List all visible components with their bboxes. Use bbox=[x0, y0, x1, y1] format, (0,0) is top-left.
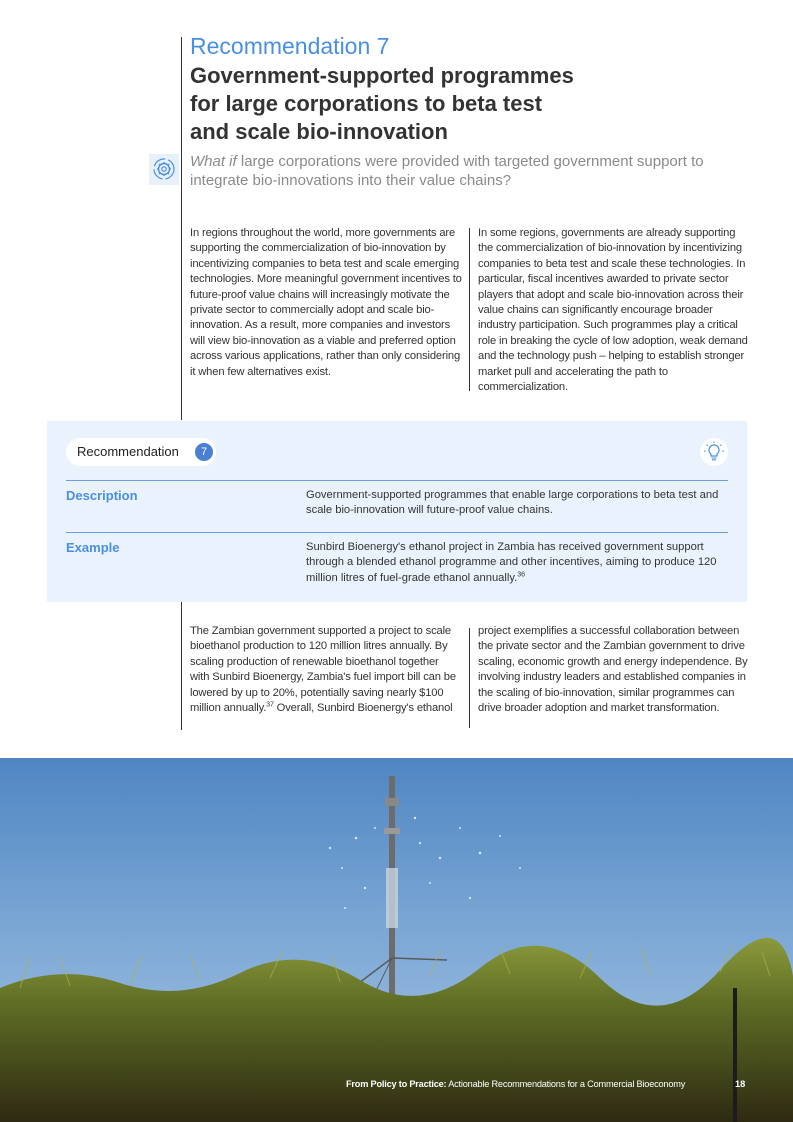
recommendation-panel bbox=[47, 421, 747, 602]
column-divider bbox=[469, 228, 470, 391]
recommendation-pill bbox=[66, 438, 216, 466]
recommendation-number-badge: 7 bbox=[195, 443, 213, 461]
example-text: Sunbird Bioenergy's ethanol project in Zambia has received government support through a blended ethanol programme and other incentives, aiming to produce 120 million litres of fuel-grade ethanol annually.$^{36}$ bbox=[306, 541, 717, 584]
intro-left-column: In regions throughout the world, more governments are supporting the commercialization of bio-innovation by incentivizing companies to beta test and scale emerging technologies. More meaningful government incentives to future-proof value chains will increasingly motivate the private sector to commercially adopt and scale bio-innovation. As a result, more companies and investors will view bio-innovation as a viable and preferred option across various applications, rather than only considering it when few alternatives exist. bbox=[190, 227, 462, 378]
panel-divider-2 bbox=[66, 532, 728, 533]
panel-divider-1 bbox=[66, 480, 728, 481]
recommendation-label: Recommendation 7 bbox=[190, 33, 390, 59]
description-text: Government-supported programmes that enable large corporations to beta test and scale bio-innovation will future-proof value chains. bbox=[306, 489, 719, 517]
footer-title: From Policy to Practice: Actionable Recommendations for a Commercial Bioeconomy bbox=[346, 1079, 686, 1089]
page-number: 18 bbox=[735, 1079, 746, 1089]
description-label: Description bbox=[66, 488, 138, 503]
page-title: Government-supported programmes for large corporations to beta test and scale bio-innovation bbox=[190, 63, 574, 144]
what-if-question: What if large corporations were provided with targeted government support to integrate bio-innovations into their value chains? bbox=[190, 153, 704, 189]
sugarcane-field-photo bbox=[0, 758, 793, 1122]
lightbulb-icon bbox=[700, 438, 728, 466]
pill-label: Recommendation bbox=[77, 444, 179, 459]
intro-right-column: In some regions, governments are already supporting the commercialization of bio-innovation by incentivizing companies to beta test and scale these technologies. In particular, fiscal incentives awarded to private sector players that adopt and scale bio-innovation across their value chains can significantly encourage broader industry participation. Such programmes play a critical role in breaking the cycle of low adoption, weak demand and the technology push – helping to establish stronger market pull and accelerating the path to commercialization. bbox=[478, 227, 748, 394]
left-margin-rule-top bbox=[181, 37, 182, 420]
closing-left-column: The Zambian government supported a project to scale bioethanol production to 120 million litres annually. By scaling production of renewable bioethanol together with Sunbird Bioenergy, Zambia's fuel import bill can be lowered by up to 20%, potentially saving nearly $100 million annually.$^{37}$ Overall, Sunbird Bioenergy's ethanol bbox=[190, 625, 456, 715]
example-label: Example bbox=[66, 540, 120, 555]
column-divider-2 bbox=[469, 628, 470, 728]
closing-right-column: project exemplifies a successful collaboration between the private sector and the Zambian government to drive scaling, economic growth and energy independence. By involving industry leaders and established companies in the scaling of bio-innovation, similar programmes can drive broader adoption and market transformation. bbox=[478, 625, 748, 715]
gear-cycle-icon bbox=[149, 154, 179, 185]
left-margin-rule-bottom bbox=[181, 602, 182, 730]
